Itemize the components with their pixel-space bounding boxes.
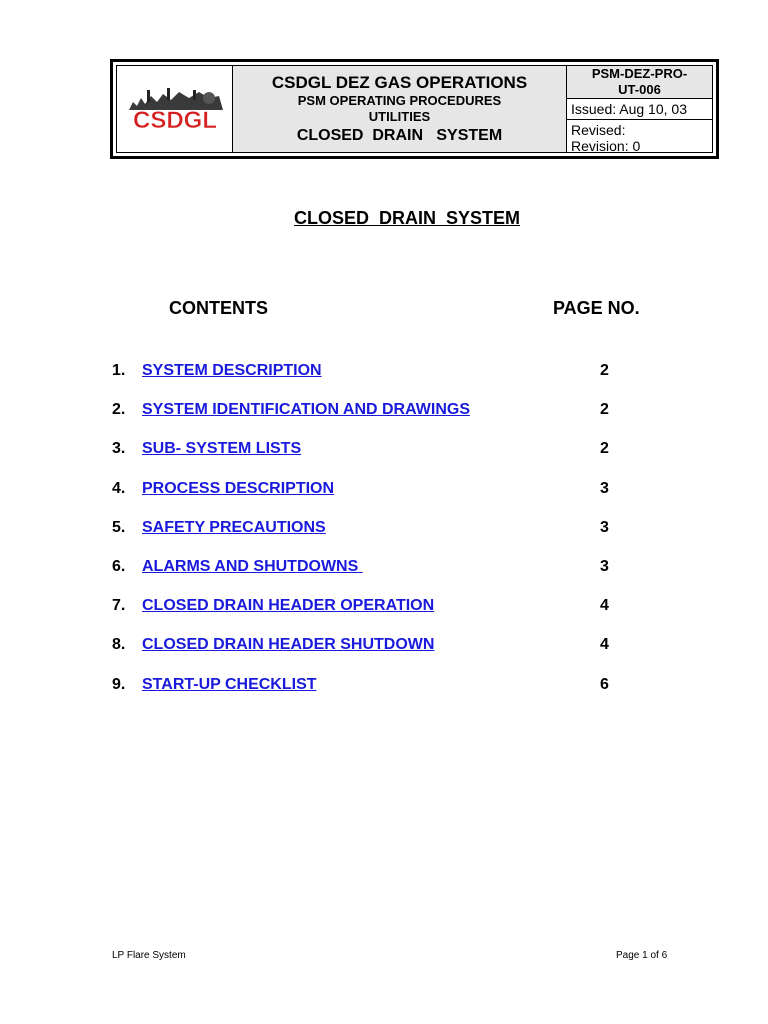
document-header xyxy=(110,59,719,159)
toc-link-sub-system-lists[interactable]: SUB- SYSTEM LISTS xyxy=(142,440,302,458)
toc-page-number: 4 xyxy=(600,636,609,654)
toc-page-number: 6 xyxy=(600,675,609,693)
toc-number: 8. xyxy=(112,636,126,654)
toc-link-alarms-and-shutdowns[interactable]: ALARMS AND SHUTDOWNS xyxy=(142,557,363,575)
info-cell xyxy=(567,66,712,152)
company-logo xyxy=(123,84,227,134)
toc-page-number: 2 xyxy=(600,440,609,458)
toc-entry xyxy=(112,519,632,558)
toc-entry xyxy=(112,480,632,519)
title-cell xyxy=(233,66,567,152)
toc-link-safety-precautions[interactable]: SAFETY PRECAUTIONS xyxy=(142,518,326,536)
document-title: CLOSED DRAIN SYSTEM xyxy=(293,208,521,228)
toc-number: 4. xyxy=(112,479,126,497)
doc-code-line2: UT-006 xyxy=(618,82,661,97)
toc-link-system-identification[interactable]: SYSTEM IDENTIFICATION AND DRAWINGS xyxy=(142,401,470,419)
toc-number: 5. xyxy=(112,518,126,536)
toc-number: 1. xyxy=(112,362,126,379)
contents-heading: CONTENTS xyxy=(169,298,268,318)
toc-number: 6. xyxy=(112,557,126,575)
toc-link-start-up-checklist[interactable]: START-UP CHECKLIST xyxy=(142,675,317,693)
toc-link-header-shutdown[interactable]: CLOSED DRAIN HEADER SHUTDOWN xyxy=(142,636,435,654)
logo-cell xyxy=(117,66,233,152)
toc-entry xyxy=(112,636,632,675)
toc-page-number: 4 xyxy=(600,597,609,615)
toc-number: 2. xyxy=(112,401,126,419)
header-table xyxy=(116,65,713,153)
toc-page-number: 2 xyxy=(600,401,609,419)
toc-number: 3. xyxy=(112,440,126,458)
toc-entry xyxy=(112,597,632,636)
issued-date: Issued: Aug 10, 03 xyxy=(567,99,712,120)
logo-text: CSDGL xyxy=(132,107,217,134)
toc-link-system-description[interactable]: SYSTEM DESCRIPTION xyxy=(142,362,322,379)
toc-entry xyxy=(112,558,632,597)
company-name: CSDGL DEZ GAS OPERATIONS xyxy=(271,72,528,92)
page-number-heading: PAGE NO. xyxy=(553,298,640,318)
table-of-contents xyxy=(112,362,632,715)
revision-info xyxy=(567,120,712,154)
toc-link-header-operation[interactable]: CLOSED DRAIN HEADER OPERATION xyxy=(142,597,435,615)
system-label: CLOSED DRAIN SYSTEM xyxy=(296,126,503,144)
toc-number: 7. xyxy=(112,597,126,615)
category-label: UTILITIES xyxy=(368,108,431,124)
toc-entry xyxy=(112,401,632,440)
toc-number: 9. xyxy=(112,675,126,693)
footer-document-name: LP Flare System xyxy=(112,950,186,961)
toc-entry xyxy=(112,440,632,479)
procedures-label: PSM OPERATING PROCEDURES xyxy=(297,92,502,108)
revision-number: Revision: 0 xyxy=(571,138,641,154)
toc-page-number: 3 xyxy=(600,557,609,575)
revised-label: Revised: xyxy=(571,122,626,138)
toc-page-number: 3 xyxy=(600,518,609,536)
toc-entry xyxy=(112,676,632,715)
doc-code xyxy=(567,66,712,99)
doc-code-line1: PSM-DEZ-PRO- xyxy=(591,66,688,81)
toc-entry xyxy=(112,362,632,401)
toc-link-process-description[interactable]: PROCESS DESCRIPTION xyxy=(142,479,335,497)
toc-page-number: 3 xyxy=(600,479,609,497)
toc-page-number: 2 xyxy=(600,362,609,379)
footer-page-number: Page 1 of 6 xyxy=(616,950,668,961)
